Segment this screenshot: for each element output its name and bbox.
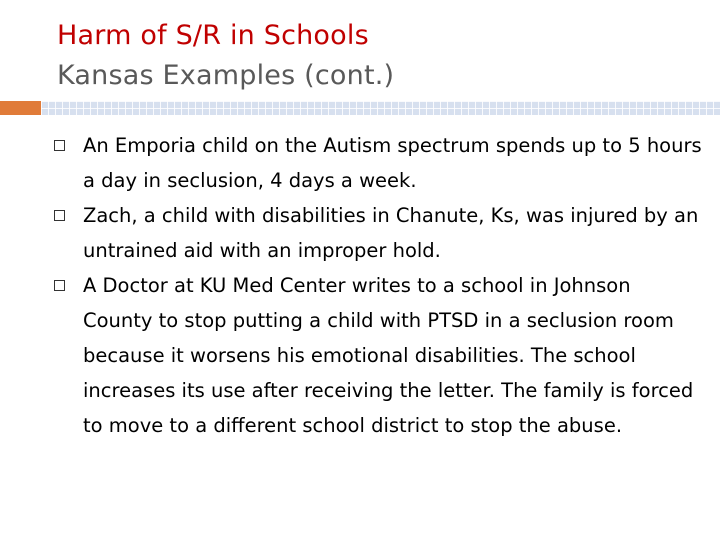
bullet-item	[46, 268, 706, 443]
bullet-list	[46, 128, 706, 443]
hollow-square-bullet-icon	[54, 210, 65, 221]
hollow-square-bullet-icon	[54, 280, 65, 291]
slide-title-line-1: Harm of S/R in Schools	[57, 20, 369, 51]
bullet-text: An Emporia child on the Autism spectrum spends up to 5 hours a day in seclusion, 4 days a week.	[83, 134, 702, 192]
bullet-item	[46, 198, 706, 268]
accent-bar	[0, 101, 41, 115]
hollow-square-bullet-icon	[54, 140, 65, 151]
bullet-item	[46, 128, 706, 198]
bullet-text: Zach, a child with disabilities in Chanute, Ks, was injured by an untrained aid with an improper hold.	[83, 204, 699, 262]
slide-title	[57, 16, 697, 96]
bullet-text: A Doctor at KU Med Center writes to a school in Johnson County to stop putting a child with PTSD in a seclusion room because it worsens his emotional disabilities. The school increases its use after receiving the letter. The family is forced to move to a different school district to stop the abuse.	[83, 274, 694, 437]
slide-title-line-2: Kansas Examples (cont.)	[57, 60, 395, 91]
decorative-grid-bar	[41, 101, 720, 115]
